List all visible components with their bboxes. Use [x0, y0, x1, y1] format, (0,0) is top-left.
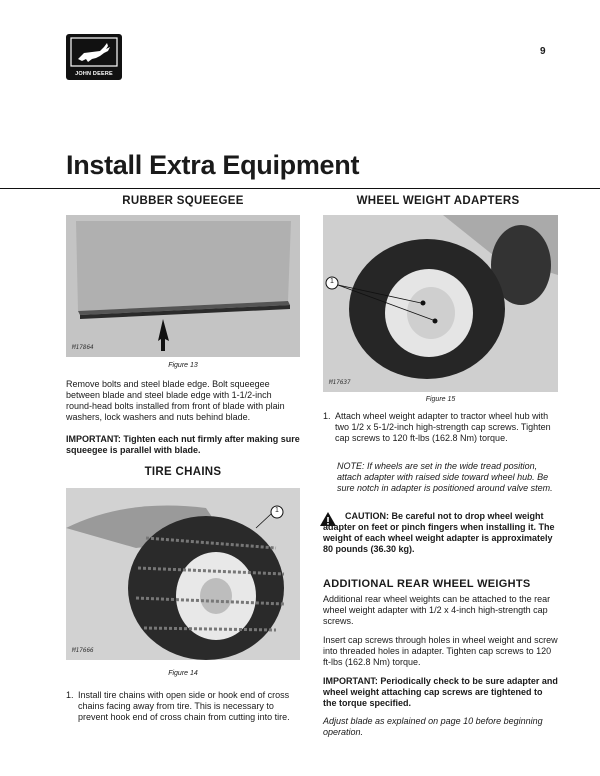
figure-14-caption: Figure 14	[168, 670, 198, 677]
step-number: 1.	[66, 690, 74, 700]
adapter-callout: 1	[330, 278, 334, 285]
weights-p1: Additional rear wheel weights can be attached to the rear wheel weight adapter with 1/2 x 4-inch high-strength cap screws.	[323, 594, 551, 626]
chains-callout: 1	[275, 507, 279, 514]
tire-chains-illustration	[66, 488, 300, 660]
adapters-heading: WHEEL WEIGHT ADAPTERS	[356, 195, 520, 207]
deer-icon	[70, 37, 118, 67]
wheel-adapter-illustration	[323, 215, 558, 392]
adapters-caution: CAUTION: Be careful not to drop wheel weight adapter on feet or pinch fingers when installing it. The weight of each wheel weight adapter is approximately 80 pounds (36.30 kg).	[323, 511, 555, 554]
weights-p2: Insert cap screws through holes in wheel weight and screw into threaded holes in adapter. Tighten cap screws to 120 ft-lbs (162.8 Nm) torque.	[323, 635, 558, 667]
tire-chains-photo	[66, 488, 300, 660]
squeegee-photo	[66, 215, 300, 357]
weights-heading: ADDITIONAL REAR WHEEL WEIGHTS	[323, 578, 531, 590]
step-text: Install tire chains with open side or hook end of cross chains facing away from tire. This is necessary to prevent hook end of cross chain from cutting into tire.	[78, 690, 290, 722]
brand-text: JOHN DEERE	[75, 71, 113, 77]
chains-heading: TIRE CHAINS	[144, 466, 222, 478]
page-title: Install Extra Equipment	[66, 150, 360, 180]
step-number: 1.	[323, 411, 331, 421]
title-rule	[0, 188, 600, 189]
blade-illustration	[66, 215, 300, 357]
figure-15-caption: Figure 15	[425, 396, 456, 403]
adapters-note: NOTE: If wheels are set in the wide tread position, attach adapter with raised side toward wheel hub. Be sure notch in adapter is positioned around valve stem.	[337, 461, 553, 493]
weights-important: IMPORTANT: Periodically check to be sure adapter and wheel weight attaching cap screws are tightened to the torque specified.	[323, 676, 558, 708]
photo-code: M17666	[72, 647, 94, 654]
photo-code: M17637	[329, 379, 351, 386]
squeegee-important: IMPORTANT: Tighten each nut firmly after making sure squeegee is parallel with blade.	[66, 434, 300, 455]
figure-13-caption: Figure 13	[168, 362, 198, 369]
squeegee-heading: RUBBER SQUEEGEE	[122, 195, 244, 207]
photo-code: M17864	[72, 344, 94, 351]
john-deere-logo	[66, 34, 122, 80]
page-number: 9	[540, 46, 546, 57]
adapters-step-1	[323, 411, 558, 444]
weights-closing: Adjust blade as explained on page 10 before beginning operation.	[323, 716, 543, 737]
wheel-adapter-photo	[323, 215, 558, 392]
chains-step-1	[66, 690, 300, 723]
step-text: Attach wheel weight adapter to tractor wheel hub with two 1/2 x 5-1/2-inch high-strength cap screws. Tighten cap screws to 120 ft-lbs (162.8 Nm) torque.	[335, 411, 551, 443]
squeegee-body: Remove bolts and steel blade edge. Bolt squeegee between blade and steel blade edge with 1-1/2-inch round-head bolts installed from front of blade with plain washers, lock washers and nuts behind blade.	[66, 379, 285, 422]
